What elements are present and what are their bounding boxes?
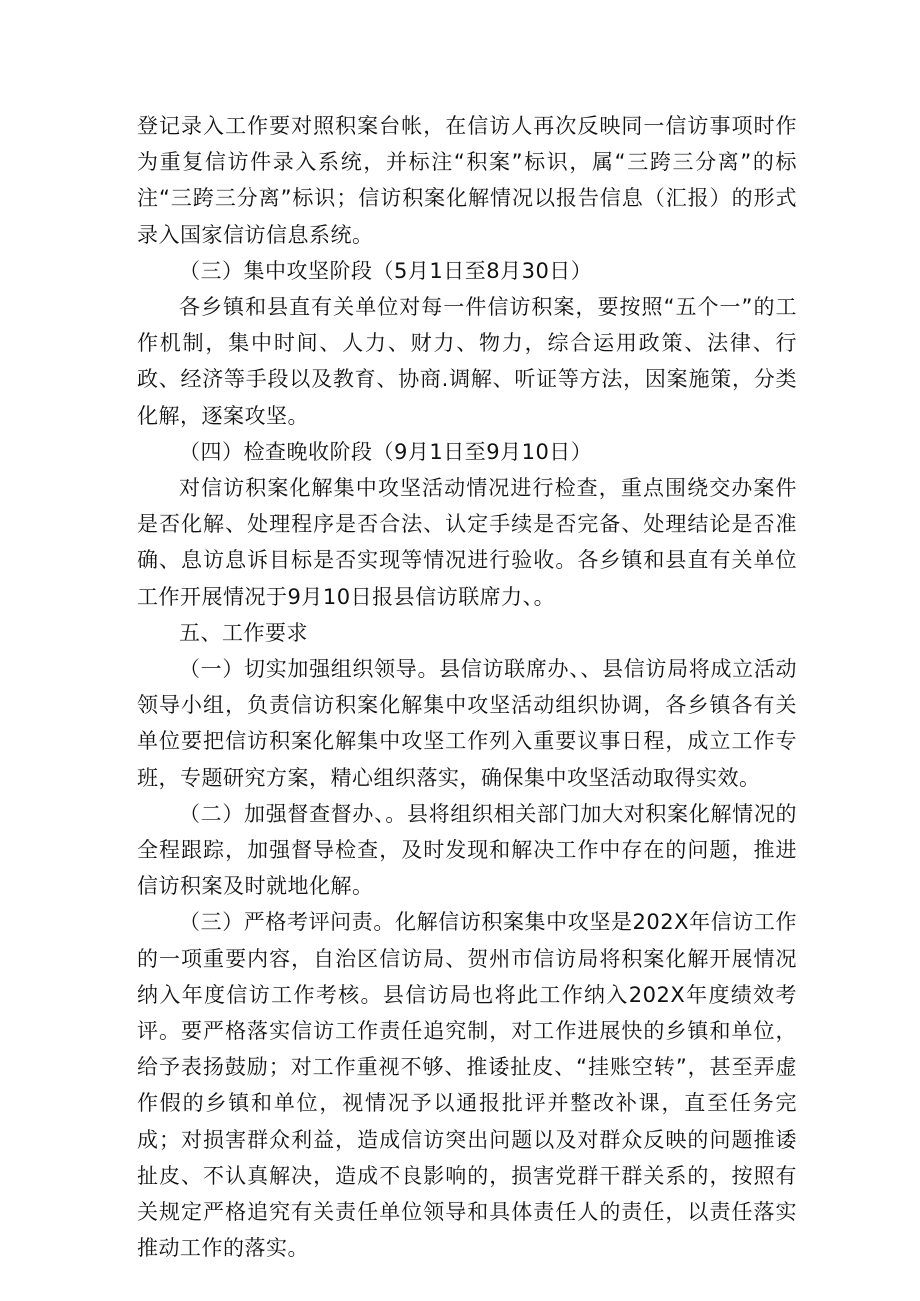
paragraph-organization-leadership: （一）切实加强组织领导。县信访联席办、、县信访局将成立活动领导小组，负责信访积案化解集中攻坚活动组织协调，各乡镇各有关单位要把信访积案化解集中攻坚工作列入重要议事日程，成立工作专班，专题研究方案，精心组织落实，确保集中攻坚活动取得实效。 <box>137 657 797 790</box>
document-body <box>137 108 797 1267</box>
paragraph-concentrated-phase: 各乡镇和县直有关单位对每一件信访积案，要按照“五个一”的工作机制，集中时间、人力、财力、物力，综合运用政策、法律、行政、经济等手段以及教育、协商.调解、听证等方法，因案施策，分类化解，逐案攻坚。 <box>137 295 797 428</box>
paragraph-evaluation-accountability: （三）严格考评问责。化解信访积案集中攻坚是202X年信访工作的一项重要内容，自治区信访局、贺州市信访局将积案化解开展情况纳入年度信访工作考核。县信访局也将此工作纳入202X年度绩效考评。要严格落实信访工作责任追究制，对工作进展快的乡镇和单位，给予表扬鼓励；对工作重视不够、推诿扯皮、“挂账空转”，甚至弄虚作假的乡镇和单位，视情况予以通报批评并整改补课，直至任务完成；对损害群众利益，造成信访突出问题以及对群众反映的问题推诿扯皮、不认真解决，造成不良影响的，损害党群干群关系的，按照有关规定严格追究有关责任单位领导和具体责任人的责任，以责任落实推动工作的落实。 <box>137 910 797 1261</box>
paragraph-continued-registration: 登记录入工作要对照积案台帐，在信访人再次反映同一信访事项时作为重复信访件录入系统，并标注“积案”标识，属“三跨三分离”的标注“三跨三分离”标识；信访积案化解情况以报告信息（汇报）的形式录入国家信访信息系统。 <box>137 114 797 247</box>
section-heading-work-requirements: 五、工作要求 <box>179 620 308 645</box>
section-heading-inspection-phase: （四）检查晚收阶段（9月1日至9月10日） <box>179 439 593 464</box>
section-heading-concentrated-phase: （三）集中攻坚阶段（5月1日至8月30日） <box>179 258 593 283</box>
paragraph-supervision: （二）加强督查督办、。县将组织相关部门加大对积案化解情况的全程跟踪，加强督导检查，及时发现和解决工作中存在的问题，推进信访积案及时就地化解。 <box>137 801 797 899</box>
paragraph-inspection-phase: 对信访积案化解集中攻坚活动情况进行检查，重点围绕交办案件是否化解、处理程序是否合法、认定手续是否完备、处理结论是否准确、息访息诉目标是否实现等情况进行验收。各乡镇和县直有关单位工作开展情况于9月10日报县信访联席力、。 <box>137 476 797 609</box>
